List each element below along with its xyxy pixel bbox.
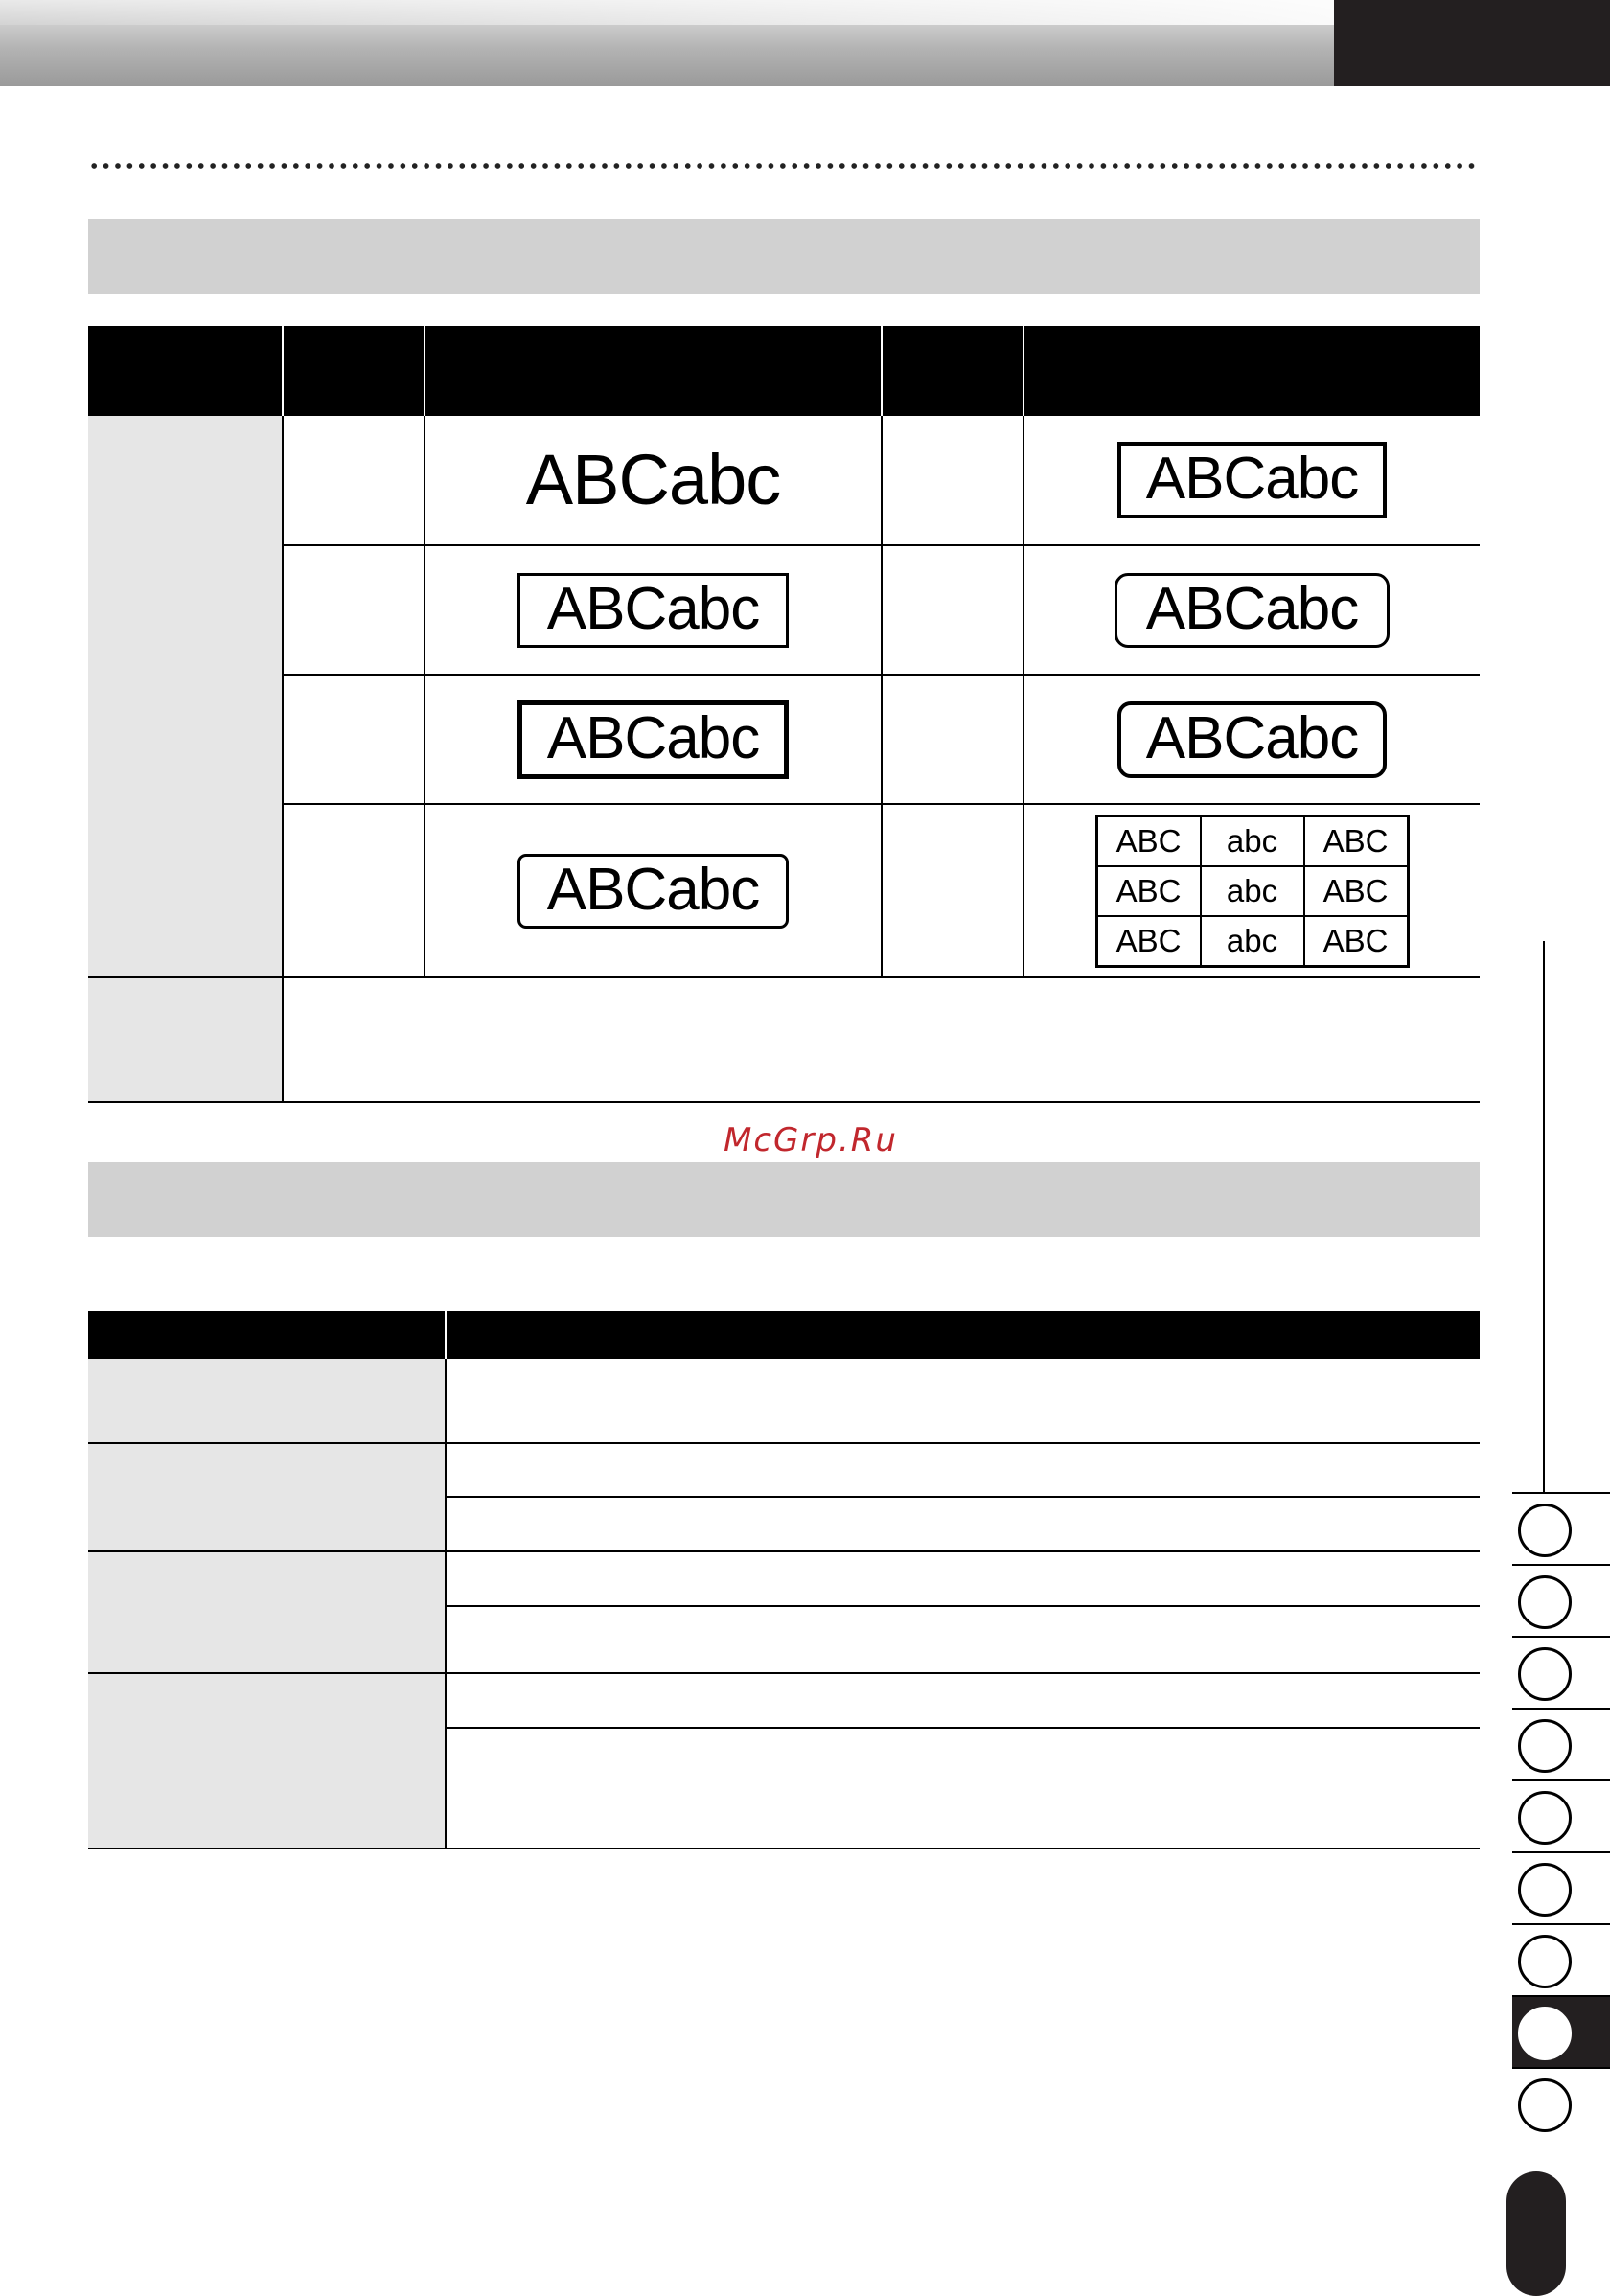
frame-result-cell <box>425 416 882 545</box>
side-index-tab <box>1512 1779 1610 1853</box>
frame-sample-bold-round: ABCabc <box>1117 701 1387 778</box>
side-index-tab <box>1512 1636 1610 1710</box>
header-chapter-block <box>1334 0 1610 86</box>
setting-description-cell <box>446 1551 1480 1606</box>
frame-sample-rounded-box: ABCabc <box>518 854 789 929</box>
frame-result-cell <box>1024 416 1480 545</box>
grid-sample-cell: ABC <box>1304 815 1409 866</box>
section-heading-bar-frames <box>88 219 1480 294</box>
frame-value-cell <box>882 804 1024 977</box>
chapter-circle-icon <box>1518 2007 1572 2060</box>
frame-value-cell <box>283 804 425 977</box>
setting-description-cell <box>446 1673 1480 1728</box>
grid-sample-cell: ABC <box>1096 916 1201 967</box>
grid-sample-cell: ABC <box>1096 866 1201 916</box>
frame-value-cell <box>882 675 1024 804</box>
frame-sample-thick-box: ABCabc <box>518 700 789 779</box>
frame-value-cell <box>283 545 425 675</box>
frame-value-cell <box>882 545 1024 675</box>
frame-sample-round: ABCabc <box>1115 573 1390 648</box>
grid-sample-cell: ABC <box>1304 916 1409 967</box>
frame-row <box>88 416 1480 545</box>
frame-result-cell <box>1024 675 1480 804</box>
chapter-circle-icon <box>1518 1504 1572 1557</box>
frame-note-row <box>88 977 1480 1102</box>
setting-description-cell <box>446 1443 1480 1497</box>
frame-result-cell <box>425 675 882 804</box>
grid-sample-cell: abc <box>1201 916 1304 967</box>
dotted-divider <box>88 161 1480 171</box>
frame-table-header-row <box>88 326 1480 416</box>
page-number-tab <box>1506 2171 1566 2296</box>
settings-row <box>88 1359 1480 1443</box>
side-index-tab <box>1512 2067 1610 2141</box>
frame-result-cell <box>1024 804 1480 977</box>
settings-table-header-row <box>88 1311 1480 1359</box>
chapter-circle-icon <box>1518 1791 1572 1845</box>
frame-sample-bold: ABCabc <box>1117 442 1387 518</box>
settings-row <box>88 1673 1480 1728</box>
frame-result-cell <box>425 545 882 675</box>
header-cell-value <box>882 326 1024 416</box>
header-cell-attribute <box>88 326 283 416</box>
frame-result-cell <box>425 804 882 977</box>
settings-table <box>88 1311 1480 1849</box>
frame-row <box>88 545 1480 675</box>
frame-row <box>88 804 1480 977</box>
frame-value-cell <box>283 675 425 804</box>
setting-description-cell <box>446 1728 1480 1848</box>
side-index-tab <box>1512 1851 1610 1925</box>
frame-result-cell <box>1024 545 1480 675</box>
chapter-circle-icon <box>1518 1863 1572 1917</box>
header-cell-description <box>446 1311 1480 1359</box>
frame-sample-box: ABCabc <box>518 573 789 648</box>
setting-name-cell <box>88 1673 446 1848</box>
grid-sample-cell: abc <box>1201 815 1304 866</box>
side-index-tab <box>1512 1923 1610 1997</box>
frame-value-cell <box>882 416 1024 545</box>
side-index-tab <box>1512 1995 1610 2069</box>
chapter-circle-icon <box>1518 1935 1572 1988</box>
grid-sample-cell: ABC <box>1096 815 1201 866</box>
side-index-tab <box>1512 1492 1610 1566</box>
watermark: McGrp.Ru <box>724 1121 898 1159</box>
setting-name-cell <box>88 1551 446 1673</box>
header-cell-result <box>1024 326 1480 416</box>
setting-description-cell <box>446 1606 1480 1673</box>
settings-row <box>88 1443 1480 1497</box>
chapter-circle-icon <box>1518 1719 1572 1773</box>
chapter-circle-icon <box>1518 1575 1572 1629</box>
frame-sample-none: ABCabc <box>525 440 781 519</box>
header-cell-value <box>283 326 425 416</box>
frame-attribute-cell <box>88 416 283 977</box>
setting-name-cell <box>88 1443 446 1551</box>
frame-options-table <box>88 326 1480 1103</box>
side-index-line <box>1543 941 1545 1497</box>
frame-note-label-cell <box>88 977 283 1102</box>
header-cell-result <box>425 326 882 416</box>
setting-description-cell <box>446 1497 1480 1551</box>
settings-row <box>88 1551 1480 1606</box>
section-heading-bar-settings <box>88 1162 1480 1237</box>
frame-row <box>88 675 1480 804</box>
grid-sample-cell: abc <box>1201 866 1304 916</box>
frame-note-text-cell <box>283 977 1480 1102</box>
grid-sample-cell: ABC <box>1304 866 1409 916</box>
side-index-tab <box>1512 1564 1610 1638</box>
frame-value-cell <box>283 416 425 545</box>
chapter-circle-icon <box>1518 1647 1572 1701</box>
setting-name-cell <box>88 1359 446 1443</box>
setting-description-cell <box>446 1359 1480 1443</box>
side-index-tab <box>1512 1708 1610 1781</box>
chapter-circle-icon <box>1518 2078 1572 2132</box>
header-gradient-band <box>0 0 1334 86</box>
header-cell-setting <box>88 1311 446 1359</box>
frame-sample-grid <box>1095 815 1410 968</box>
